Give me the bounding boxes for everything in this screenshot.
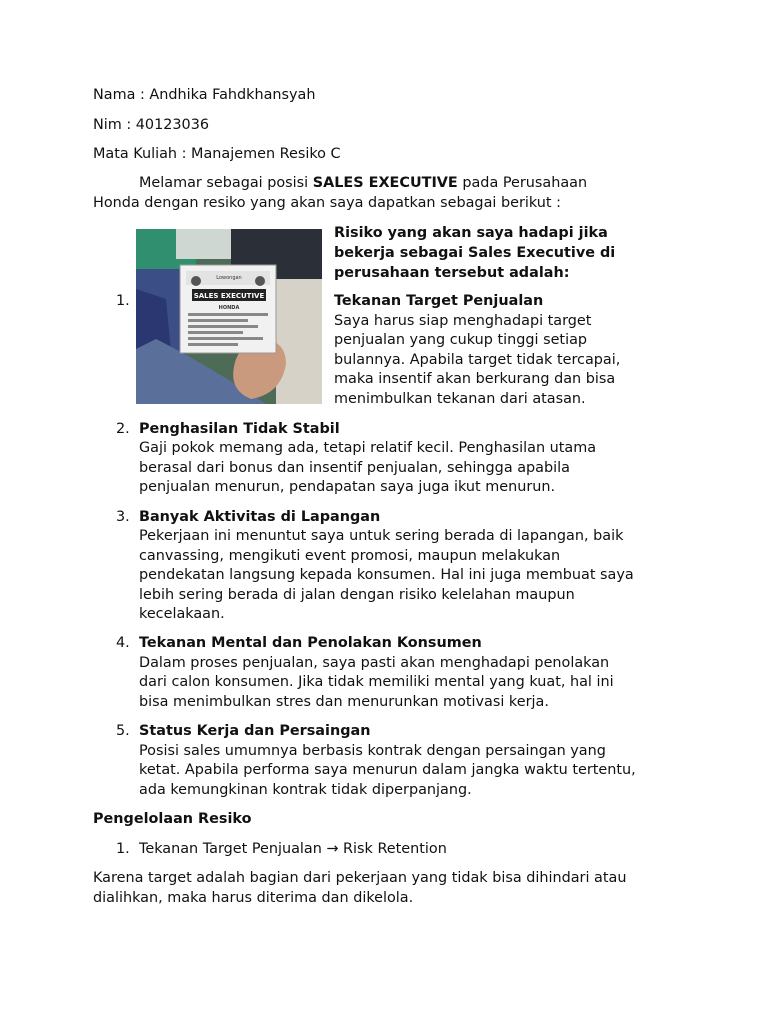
management-explanation-line: Karena target adalah bagian dari pekerjaan yang tidak bisa dihindari atau bbox=[93, 870, 627, 886]
risk-number: 5. bbox=[116, 723, 130, 739]
intro-line-2: Honda dengan resiko yang akan saya dapatkan sebagai berikut : bbox=[93, 195, 561, 211]
risk-text-line: Gaji pokok memang ada, tetapi relatif kecil. Penghasilan utama bbox=[139, 440, 597, 456]
risk-number: 1. bbox=[116, 293, 130, 309]
risk-text-line: penjualan yang cukup tinggi setiap bbox=[334, 332, 588, 348]
management-explanation-line: dialihkan, maka harus diterima dan dikelola. bbox=[93, 890, 414, 906]
flyer-brand-text: Lowongan bbox=[216, 275, 242, 281]
risk-text-line: pendekatan langsung kepada konsumen. Hal ini juga membuat saya bbox=[139, 567, 634, 583]
risk-text-line: Dalam proses penjualan, saya pasti akan menghadapi penolakan bbox=[139, 655, 610, 671]
risk-text-line: menimbulkan tekanan dari atasan. bbox=[334, 391, 586, 407]
student-nim: Nim : 40123036 bbox=[93, 117, 210, 133]
student-name: Nama : Andhika Fahdkhansyah bbox=[93, 87, 316, 103]
risk-title: Status Kerja dan Persaingan bbox=[139, 723, 371, 739]
risk-heading-line-2: bekerja sebagai Sales Executive di bbox=[334, 245, 616, 261]
flyer-title-text: SALES EXECUTIVE bbox=[193, 292, 265, 300]
intro-line-1 bbox=[139, 174, 587, 194]
risk-number: 2. bbox=[116, 421, 130, 437]
risk-text-line: Pekerjaan ini menuntut saya untuk sering berada di lapangan, baik bbox=[139, 528, 624, 544]
risk-number: 3. bbox=[116, 509, 130, 525]
risk-text-line: ketat. Apabila performa saya menurun dalam jangka waktu tertentu, bbox=[139, 762, 636, 778]
risk-title: Tekanan Mental dan Penolakan Konsumen bbox=[139, 635, 482, 651]
risk-text-line: penjualan menurun, pendapatan saya juga ikut menurun. bbox=[139, 479, 556, 495]
risk-text-line: Posisi sales umumnya berbasis kontrak dengan persaingan yang bbox=[139, 743, 606, 759]
risk-text-line: dari calon konsumen. Jika tidak memiliki mental yang kuat, hal ini bbox=[139, 674, 614, 690]
risk-text-line: canvassing, mengikuti event promosi, maupun melakukan bbox=[139, 548, 561, 564]
risk-number: 4. bbox=[116, 635, 130, 651]
risk-text-line: berasal dari bonus dan insentif penjualan, sehingga apabila bbox=[139, 460, 570, 476]
management-item-text: Tekanan Target Penjualan → Risk Retention bbox=[139, 841, 447, 857]
flyer-subtitle-text: HONDA bbox=[218, 305, 240, 311]
risk-title: Banyak Aktivitas di Lapangan bbox=[139, 509, 381, 525]
risk-title: Tekanan Target Penjualan bbox=[334, 293, 544, 309]
risk-text-line: Saya harus siap menghadapi target bbox=[334, 313, 592, 329]
job-flyer-photo bbox=[136, 229, 322, 404]
management-item-number: 1. bbox=[116, 841, 130, 857]
risk-text-line: kecelakaan. bbox=[139, 606, 225, 622]
risk-text-line: lebih sering berada di jalan dengan risiko kelelahan maupun bbox=[139, 587, 575, 603]
risk-heading-line-3: perusahaan tersebut adalah: bbox=[334, 265, 570, 281]
risk-title: Penghasilan Tidak Stabil bbox=[139, 421, 340, 437]
risk-heading-line-1: Risiko yang akan saya hadapi jika bbox=[334, 225, 608, 241]
course-name: Mata Kuliah : Manajemen Resiko C bbox=[93, 146, 341, 162]
intro-post: pada Perusahaan bbox=[457, 175, 588, 191]
management-heading: Pengelolaan Resiko bbox=[93, 811, 252, 827]
position-name: SALES EXECUTIVE bbox=[312, 175, 458, 191]
photo-illustration bbox=[136, 229, 322, 404]
risk-text-line: maka insentif akan berkurang dan bisa bbox=[334, 371, 616, 387]
risk-text-line: bulannya. Apabila target tidak tercapai, bbox=[334, 352, 621, 368]
risk-text-line: ada kemungkinan kontrak tidak diperpanjang. bbox=[139, 782, 472, 798]
risk-text-line: bisa menimbulkan stres dan menurunkan motivasi kerja. bbox=[139, 694, 549, 710]
intro-pre: Melamar sebagai posisi bbox=[139, 175, 313, 191]
